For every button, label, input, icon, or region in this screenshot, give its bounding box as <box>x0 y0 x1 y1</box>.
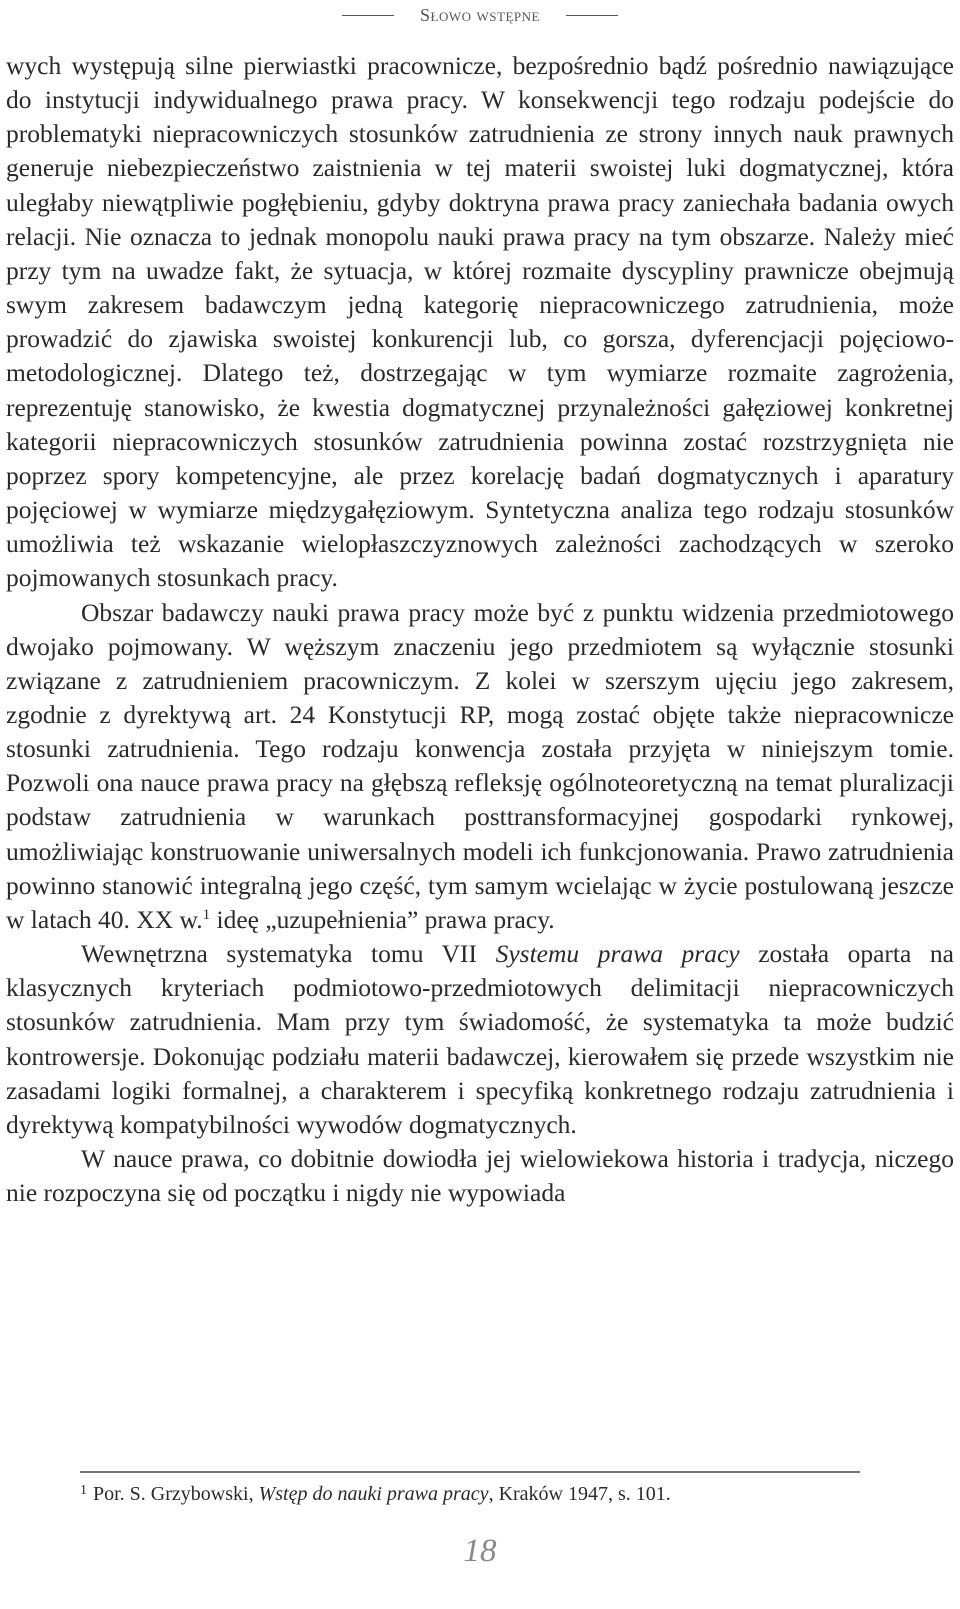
footnote-text: Por. S. Grzybowski, <box>93 1483 259 1505</box>
footnote-book-title: Wstęp do nauki prawa pracy <box>258 1483 489 1505</box>
paragraph-4-text: W nauce prawa, co dobitnie dowiodła jej wielowiekowa historia i tradycja, niczego nie rozpoczyna się od początku i nigdy nie wypowiada <box>6 1144 954 1208</box>
footnote-number: 1 <box>80 1483 87 1498</box>
footnote-text-end: , Kraków 1947, s. 101. <box>488 1483 671 1505</box>
header-left-rule <box>342 15 394 16</box>
body-text <box>6 49 954 1210</box>
paragraph-tradition <box>6 1142 954 1210</box>
running-title: Słowo wstępne <box>420 4 540 25</box>
paragraph-continued <box>6 49 954 596</box>
paragraph-2-text: Obszar badawczy nauki prawa pracy może być z punktu widzenia przedmiotowego dwojako pojmowany. W węższym znaczeniu jego przedmiotem są wyłącznie stosunki związane z zatrudnieniem pracowniczym. Z kolei w szerszym ujęciu jego zakresem, zgodnie z dyrektywą art. 24 Konstytucji RP, mogą zostać objęte także niepracownicze stosunki zatrudnienia. Tego rodzaju konwencja została przyjęta w niniejszym tomie. Pozwoli ona nauce prawa pracy na głębszą refleksję ogólnoteoretyczną na temat pluralizacji podstaw zatrudnienia w warunkach posttransformacyjnej gospodarki rynkowej, umożliwiając konstruowanie uniwersalnych modeli ich funkcjonowania. Prawo zatrudnienia powinno stanowić integralną jego część, tym samym wcielając w życie postulowaną jeszcze w latach 40. XX w. <box>6 597 954 934</box>
header-right-rule <box>566 15 618 16</box>
paragraph-3-text: Wewnętrzna systematyka tomu VII <box>81 939 496 969</box>
footnote-rule <box>80 1471 860 1473</box>
paragraph-research-scope <box>6 596 954 938</box>
footnote <box>80 1481 900 1507</box>
page-number: 18 <box>463 1533 497 1569</box>
paragraph-1-text: wych występują silne pierwiastki pracownicze, bezpośrednio bądź pośrednio nawiązujące do instytucji indywidualnego prawa pracy. W konsekwencji tego rodzaju podejście do problematyki niepracowniczych stosunków zatrudnienia ze strony innych nauk prawnych generuje niebezpieczeństwo zaistnienia w tej materii swoistej luki dogmatycznej, która uległaby niewątpliwie pogłębieniu, gdyby doktryna prawa pracy zaniechała badania owych relacji. Nie oznacza to jednak monopolu nauki prawa pracy na tym obszarze. Należy mieć przy tym na uwadze fakt, że sytuacja, w której rozmaite dyscypliny prawnicze obejmują swym zakresem badawczym jedną kategorię niepracowniczego zatrudnienia, może prowadzić do zjawiska swoistej konkurencji lub, co gorsza, dyferencjacji pojęciowo-metodologicznej. Dlatego też, dostrzegając w tym wymiarze rozmaite zagrożenia, reprezentuję stanowisko, że kwestia dogmatycznej przynależności gałęziowej konkretnej kategorii niepracowniczych stosunków zatrudnienia powinna zostać rozstrzygnięta nie poprzez spory kompetencyjne, ale przez korelację badań dogmatycznych i aparatury pojęciowej w wymiarze międzygałęziowym. Syntetyczna analiza tego rodzaju stosunków umożliwia też wskazanie wielopłaszczyznowych zależności zachodzących w szeroko pojmowanych stosunkach pracy. <box>6 51 954 593</box>
paragraph-2-text-end: ideę „uzupełnienia” prawa pracy. <box>210 904 555 934</box>
paragraph-3-book-title: Systemu prawa pracy <box>495 939 740 969</box>
footnote-reference: 1 <box>202 906 211 923</box>
running-header <box>0 0 960 30</box>
paragraph-3-text-end: została oparta na klasycznych kryteriach podmiotowo-przedmiotowych delimitacji niepracowniczych stosunków zatrudnienia. Mam przy tym świadomość, że systematyka ta może budzić kontrowersje. Dokonując podziału materii badawczej, kierowałem się przede wszystkim nie zasadami logiki formalnej, a charakterem i specyfiką konkretnego rodzaju zatrudnienia i dyrektywą kompatybilności wywodów dogmatycznych. <box>6 939 954 1139</box>
paragraph-systematics <box>6 937 954 1142</box>
